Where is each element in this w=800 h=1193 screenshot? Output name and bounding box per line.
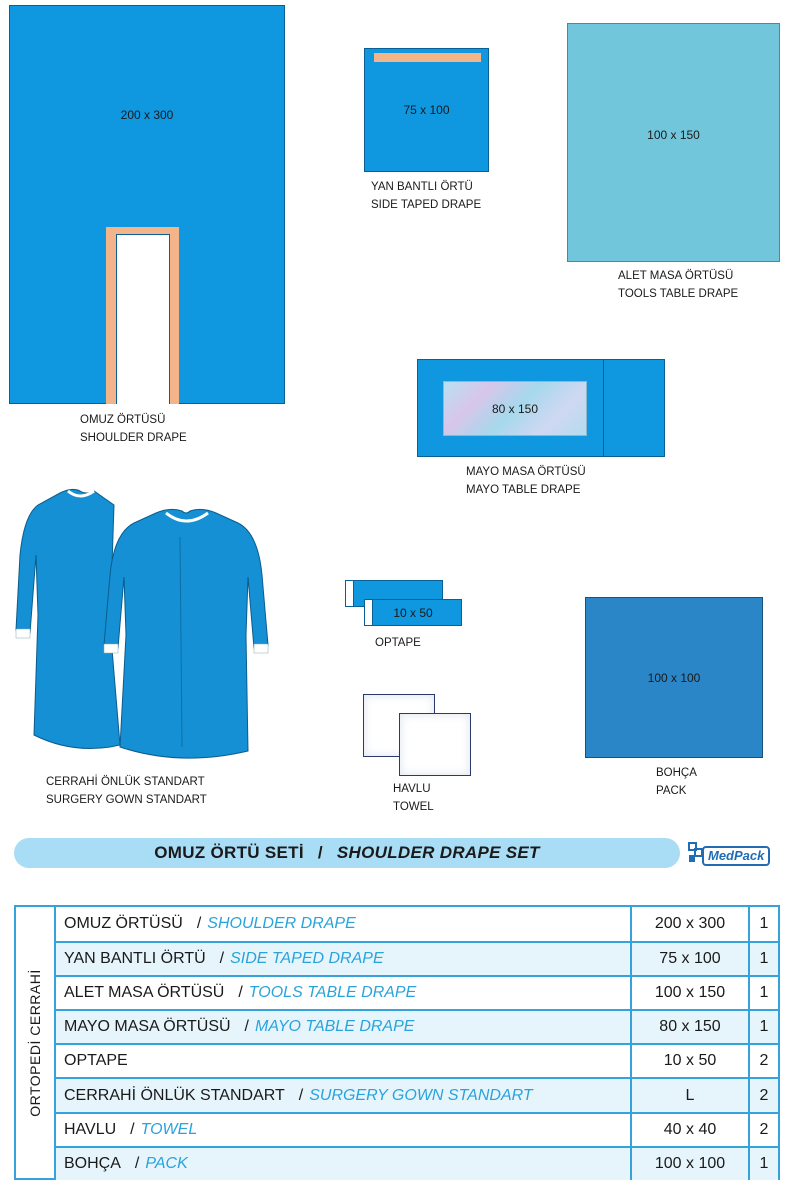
row-size: 80 x 150 xyxy=(632,1011,750,1043)
row-name-tr: OPTAPE xyxy=(64,1052,128,1070)
optape-roll-front-end xyxy=(364,599,373,626)
row-name-en: SIDE TAPED DRAPE xyxy=(230,950,384,968)
table-rows xyxy=(56,907,778,1178)
gown-front xyxy=(104,509,268,758)
tools-table-drape-illustration xyxy=(567,23,780,262)
row-qty: 1 xyxy=(759,1154,769,1172)
row-name-cell xyxy=(56,1148,632,1180)
row-size: 100 x 150 xyxy=(632,977,750,1009)
table-row xyxy=(56,975,778,1009)
row-name-tr: ALET MASA ÖRTÜSÜ xyxy=(64,984,225,1002)
row-name-tr: YAN BANTLI ÖRTÜ xyxy=(64,950,206,968)
optape-label: OPTAPE xyxy=(375,637,421,649)
table-row xyxy=(56,1146,778,1180)
set-contents-table xyxy=(14,905,780,1180)
row-name-separator: / xyxy=(298,1086,304,1104)
surgery-gown-label: CERRAHİ ÖNLÜK STANDART SURGERY GOWN STANDART xyxy=(46,776,207,806)
table-row xyxy=(56,1077,778,1111)
table-row xyxy=(56,941,778,975)
surgery-gown-illustration xyxy=(10,485,280,770)
shoulder-drape-label: OMUZ ÖRTÜSÜ SHOULDER DRAPE xyxy=(80,414,187,444)
shoulder-drape-slit xyxy=(116,234,170,404)
row-name-tr: MAYO MASA ÖRTÜSÜ xyxy=(64,1018,231,1036)
row-size: 75 x 100 xyxy=(632,943,750,975)
mayo-table-drape-label: MAYO MASA ÖRTÜSÜ MAYO TABLE DRAPE xyxy=(466,466,586,496)
row-size: 200 x 300 xyxy=(632,907,750,941)
row-qty: 1 xyxy=(759,950,769,968)
row-name-cell xyxy=(56,943,632,975)
medpack-logo xyxy=(688,840,782,868)
mayo-table-drape-size: 80 x 150 xyxy=(491,401,539,416)
row-name-tr: CERRAHİ ÖNLÜK STANDART xyxy=(64,1086,285,1104)
table-row xyxy=(56,907,778,941)
table-side-label: ORTOPEDİ CERRAHİ xyxy=(27,968,43,1117)
row-qty: 1 xyxy=(759,984,769,1002)
pack-size: 100 x 100 xyxy=(647,670,701,685)
row-size: 100 x 100 xyxy=(632,1148,750,1180)
table-side-label-cell xyxy=(16,907,56,1178)
row-name-en: PACK xyxy=(145,1154,188,1172)
row-qty: 2 xyxy=(759,1086,769,1104)
row-name-cell xyxy=(56,1114,632,1146)
row-name-en: SURGERY GOWN STANDART xyxy=(309,1086,533,1104)
row-name-cell xyxy=(56,1045,632,1077)
row-name-cell xyxy=(56,1011,632,1043)
row-name-cell xyxy=(56,977,632,1009)
set-title-banner xyxy=(14,838,680,868)
side-taped-drape-size: 75 x 100 xyxy=(403,103,450,117)
row-qty: 1 xyxy=(759,915,769,933)
table-row xyxy=(56,1112,778,1146)
row-size: 40 x 40 xyxy=(632,1114,750,1146)
gown-back xyxy=(16,489,120,748)
row-name-en: SHOULDER DRAPE xyxy=(207,915,356,933)
table-row xyxy=(56,1009,778,1043)
row-qty: 1 xyxy=(759,1018,769,1036)
row-name-separator: / xyxy=(130,1120,135,1138)
set-title-separator: / xyxy=(317,843,323,862)
side-taped-drape-label: YAN BANTLI ÖRTÜ SIDE TAPED DRAPE xyxy=(371,181,482,211)
towel-front xyxy=(399,713,471,776)
optape-roll-front xyxy=(364,599,462,626)
row-name-cell xyxy=(56,1079,632,1111)
mayo-table-drape-fold xyxy=(603,359,604,457)
tools-table-drape-label: ALET MASA ÖRTÜSÜ TOOLS TABLE DRAPE xyxy=(618,270,739,300)
row-name-separator: / xyxy=(244,1018,249,1036)
optape-roll-back-end xyxy=(345,580,354,607)
row-name-separator: / xyxy=(134,1154,140,1172)
row-name-cell xyxy=(56,907,632,941)
row-name-tr: OMUZ ÖRTÜSÜ xyxy=(64,915,183,933)
row-size: 10 x 50 xyxy=(632,1045,750,1077)
shoulder-drape-size: 200 x 300 xyxy=(120,108,174,122)
row-name-separator: / xyxy=(238,984,243,1002)
row-name-en: TOOLS TABLE DRAPE xyxy=(248,984,417,1002)
set-title-en: SHOULDER DRAPE SET xyxy=(336,843,540,862)
row-size: L xyxy=(632,1079,750,1111)
row-qty: 2 xyxy=(759,1120,769,1138)
pack-label: BOHÇA PACK xyxy=(656,767,697,797)
medpack-logo-text: MedPack xyxy=(702,846,770,866)
table-row xyxy=(56,1043,778,1077)
row-name-en: TOWEL xyxy=(140,1120,198,1138)
row-name-en: MAYO TABLE DRAPE xyxy=(255,1018,415,1036)
row-qty: 2 xyxy=(759,1052,769,1070)
set-title-tr: OMUZ ÖRTÜ SETİ xyxy=(154,843,304,862)
side-taped-drape-illustration xyxy=(364,48,489,172)
row-name-tr: HAVLU xyxy=(64,1120,117,1138)
towel-label: HAVLU TOWEL xyxy=(393,783,434,813)
optape-size: 10 x 50 xyxy=(393,605,433,620)
tools-table-drape-size: 100 x 150 xyxy=(647,128,700,142)
row-name-tr: BOHÇA xyxy=(64,1154,121,1172)
row-name-separator: / xyxy=(219,950,225,968)
pack-illustration xyxy=(585,597,763,758)
side-tape-strip xyxy=(374,53,481,62)
row-name-separator: / xyxy=(196,915,202,933)
mayo-table-drape-panel xyxy=(443,381,587,436)
